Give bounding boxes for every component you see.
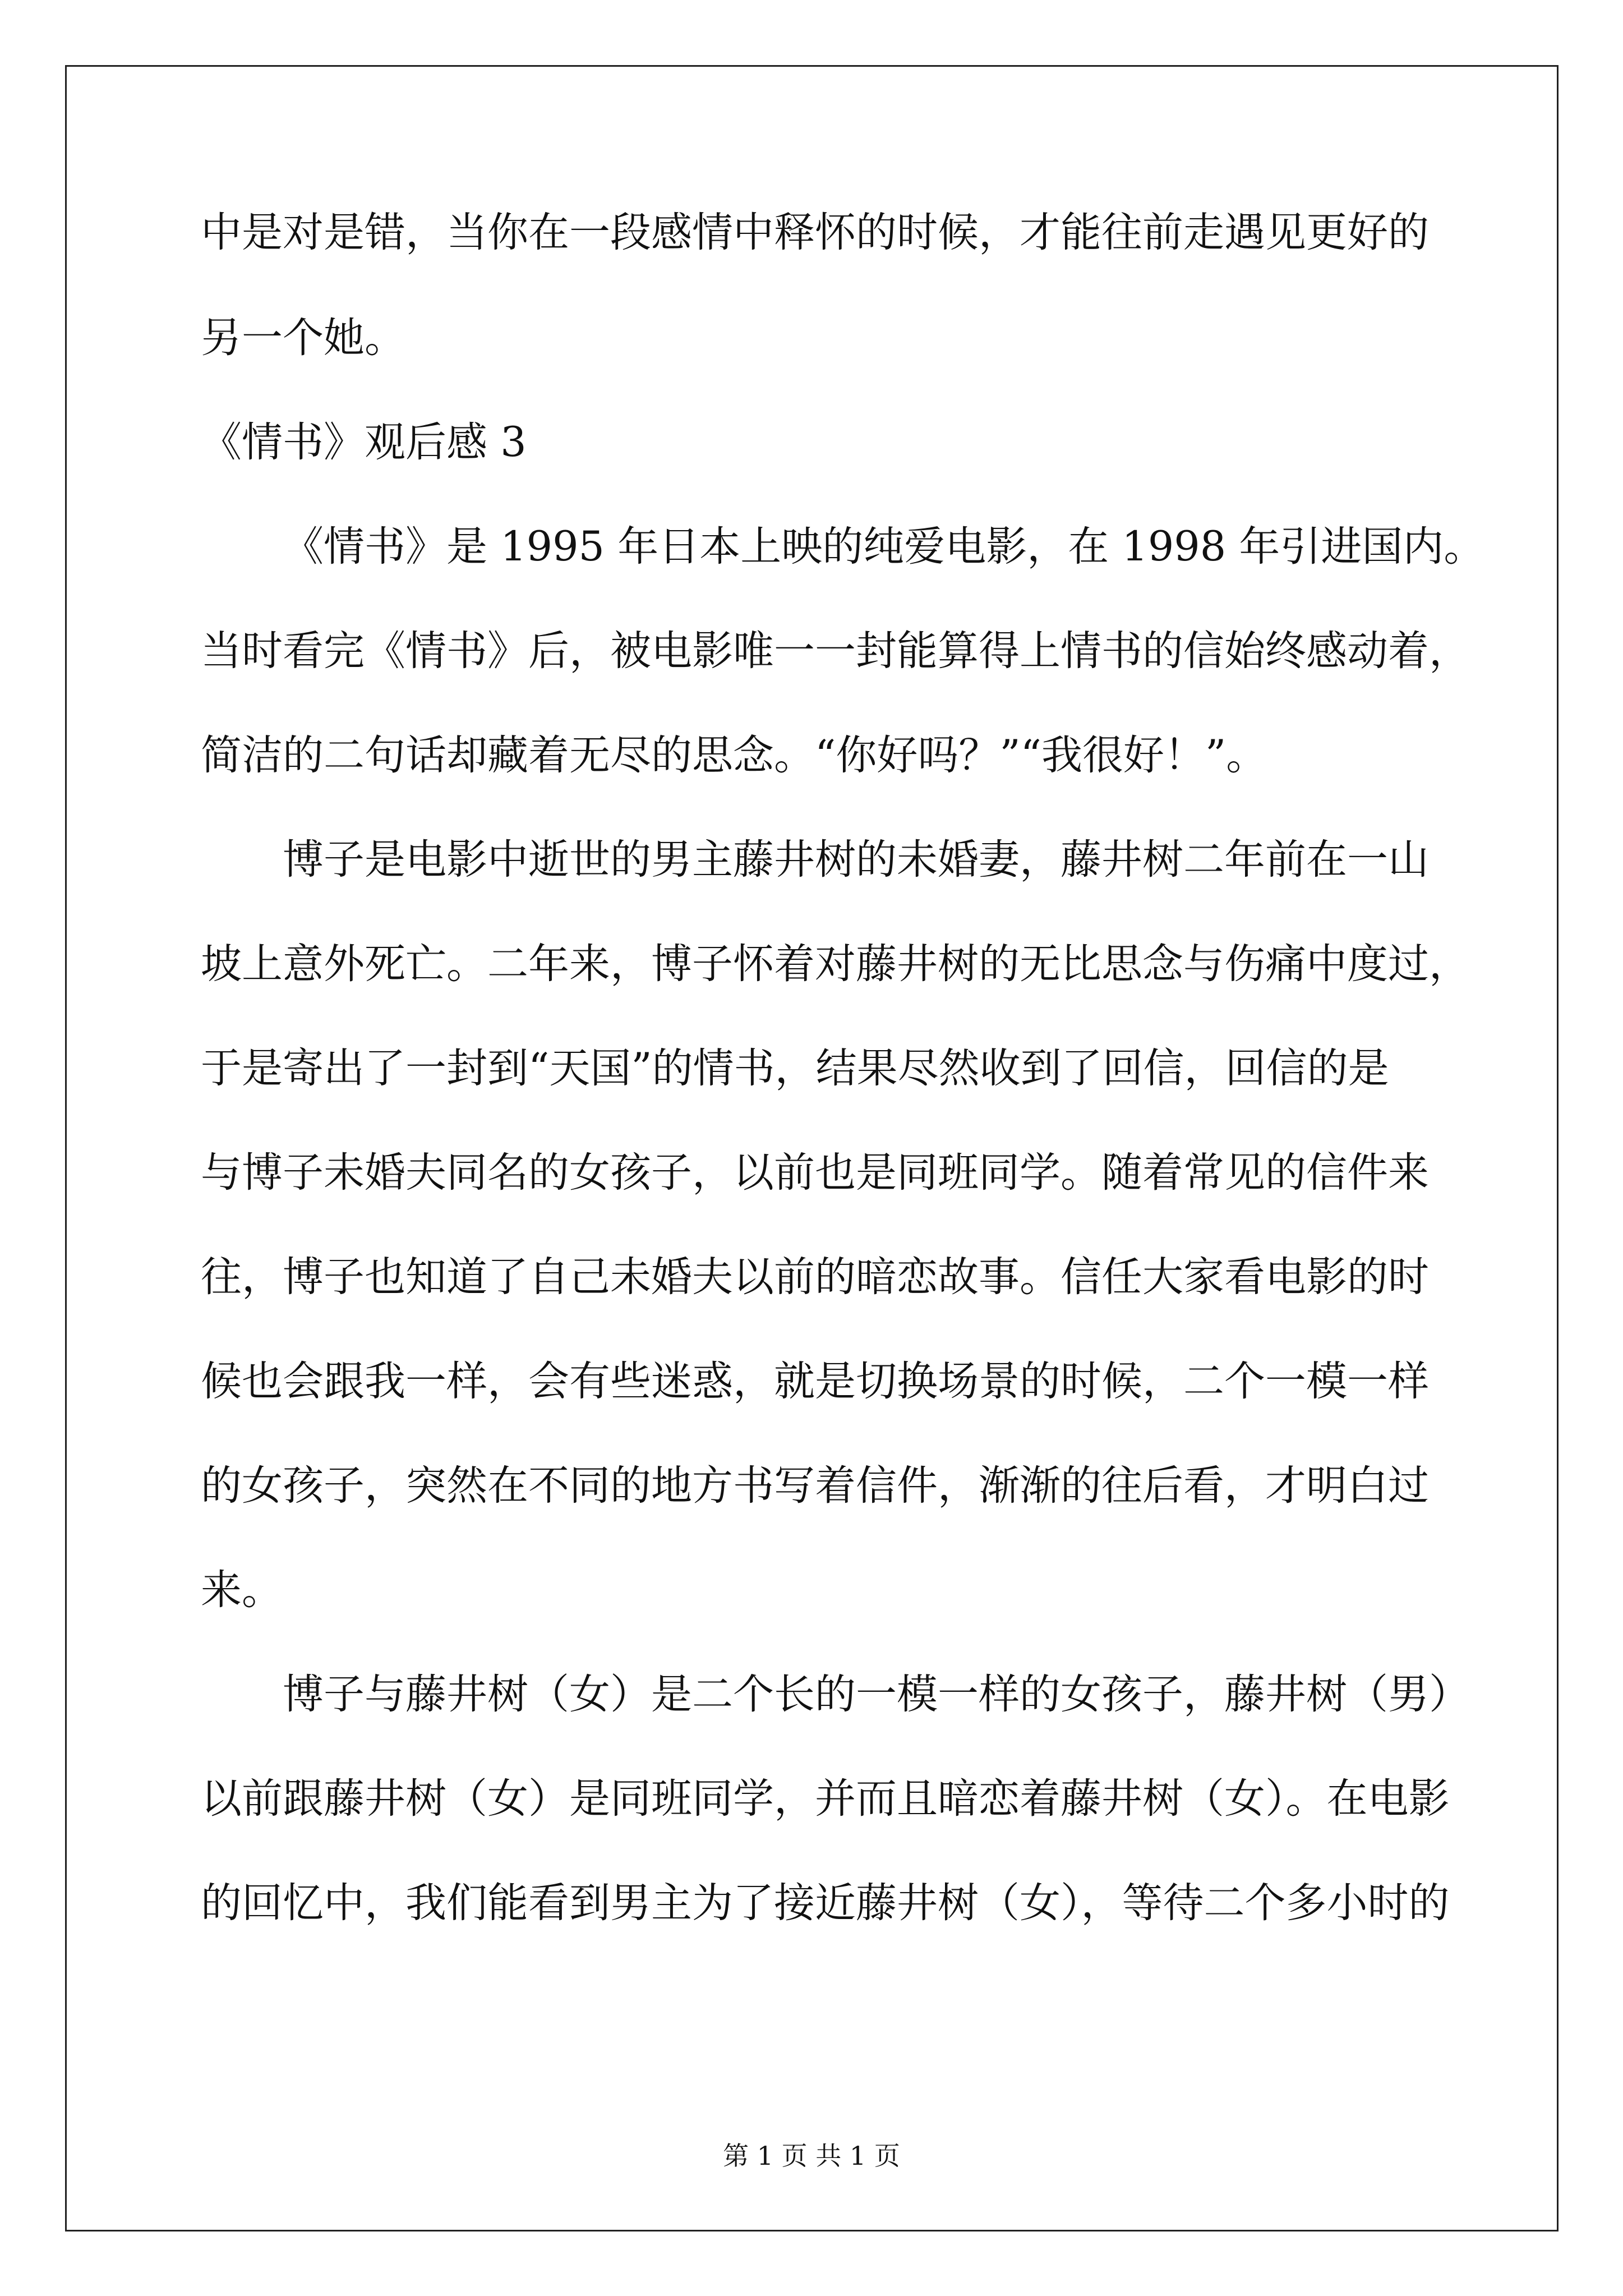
text-line: 另一个她。 [201, 314, 405, 362]
text-line: 来。 [201, 1566, 283, 1614]
paragraph-first-line: 《情书》是 1995 年日本上映的纯爱电影，在 1998 年引进国内。 [283, 523, 1485, 570]
text-line: 的回忆中，我们能看到男主为了接近藤井树（女），等待二个多小时的 [201, 1879, 1450, 1927]
section-heading: 《情书》观后感 3 [201, 418, 527, 466]
paragraph-first-line: 博子是电影中逝世的男主藤井树的未婚妻，藤井树二年前在一山 [283, 836, 1429, 884]
text-line: 与博子未婚夫同名的女孩子，以前也是同班同学。随着常见的信件来 [201, 1149, 1429, 1197]
text-line: 中是对是错，当你在一段感情中释怀的时候，才能往前走遇见更好的 [201, 209, 1429, 256]
text-line: 以前跟藤井树（女）是同班同学，并而且暗恋着藤井树（女）。在电影 [201, 1775, 1450, 1823]
text-line: 坡上意外死亡。二年来，博子怀着对藤井树的无比思念与伤痛中度过， [201, 940, 1470, 988]
text-line: 候也会跟我一样，会有些迷惑，就是切换场景的时候，二个一模一样 [201, 1358, 1429, 1405]
text-line: 于是寄出了一封到“天国”的情书，结果尽然收到了回信，回信的是 [201, 1045, 1389, 1092]
paragraph-first-line: 博子与藤井树（女）是二个长的一模一样的女孩子，藤井树（男） [283, 1671, 1470, 1718]
text-line: 的女孩子，突然在不同的地方书写着信件，渐渐的往后看，才明白过 [201, 1462, 1429, 1510]
text-line: 简洁的二句话却藏着无尽的思念。“你好吗？”“我很好！”。 [201, 731, 1267, 779]
text-line: 往，博子也知道了自己未婚夫以前的暗恋故事。信任大家看电影的时 [201, 1253, 1429, 1301]
page-footer: 第 1 页 共 1 页 [723, 2141, 900, 2171]
text-line: 当时看完《情书》后，被电影唯一一封能算得上情书的信始终感动着， [201, 627, 1470, 675]
